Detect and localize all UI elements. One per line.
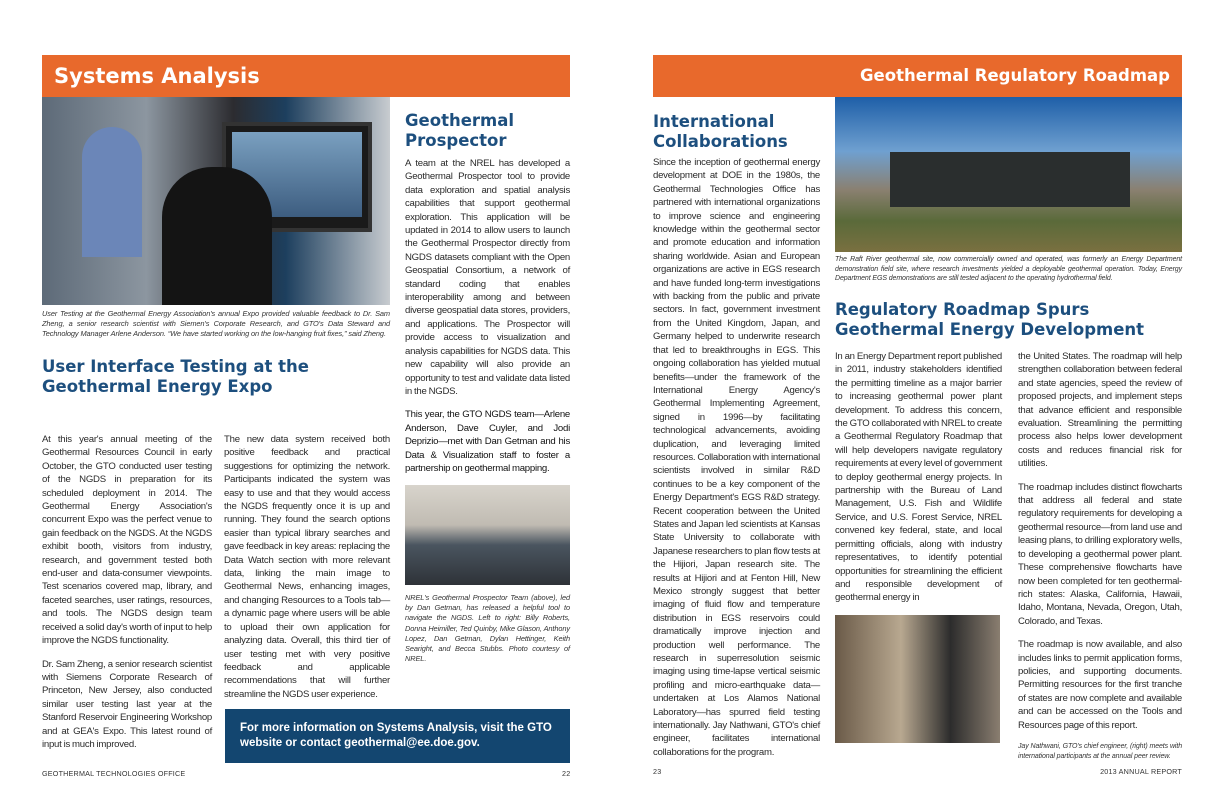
paragraph: Dr. Sam Zheng, a senior research scientist with Siemens Corporate Research of Princeton, New Jersey, also conducted similar user testing last year at the Stanford Reservoir Engineering Workshop and at GEA's Expo. This latest round of input is much improved. — [42, 658, 212, 750]
prospector-heading: Geothermal Prospector — [405, 111, 515, 150]
left-banner — [42, 55, 570, 97]
paragraph: A team at the NREL has developed a Geothermal Prospector tool to provide data exploration and spatial analysis capabilities that support geothermal exploration. This application will be updated in 2014 to allow users to launch the Geothermal Prospector directly from NGDS datasets compliant with the Open Geospatial Consortium, a network of standard coding that enables interoperability among and between diverse geospatial data stores, providers, and applications. The Prospector will provide access to visualization and analysis capabilities for NGDS data. This new capability will also provide an opportunity to test and validate data listed in the NGDS. — [405, 158, 570, 397]
section-title: Geothermal Regulatory Roadmap — [860, 66, 1170, 85]
paragraph: Since the inception of geothermal energy development at DOE in the 1980s, the Geothermal Technologies Office has partnered with international organizations to improve science and engineering knowledge within the geothermal sector and promote education and information sharing worldwide. Asian and European organizations are active in EGS research and have funded long-term investigations with backing from the public and private sectors. In fact, government investment from the United Kingdom, Japan, and Germany helped to underwrite research that led to breakthroughs in EGS. This ongoing collaboration has yielded mutual benefits—under the framework of the International Energy Agency's Geothermal Implementing Agreement, signed in 1996—by facilitating technological advancements, avoiding duplication, and leveraging limited resources. Collaboration with international scientists involved in similar R&D continues to be a key component of the Energy Department's EGS R&D strategy. Recent cooperation between the United States and Japan led scientists at Kansas State University to collaborate with Japanese researchers to plan flow tests at the Hijiori, Japan research site. The results at Hijiori and at Fenton Hill, New Mexico strongly suggest that better imaging of fluid flow and temperature distribution in EGS reservoirs could dramatically improve injection and production well performance. The research in superresolution seismic imaging using time-lapse vertical seismic profiling and micro-earthquake data—undertaken at Los Alamos National Laboratory—has spurred field testing internationally. Jay Nathwani, GTO's chief engineer, facilitates international collaborations for the program. — [653, 157, 820, 758]
nrel-team-photo — [405, 485, 570, 585]
ui-testing-col1 — [42, 433, 212, 751]
more-info-box — [225, 709, 570, 763]
roadmap-heading: Regulatory Roadmap Spurs Geothermal Energy Development — [835, 300, 1145, 339]
paragraph: The new data system received both positive feedback and practical suggestions for optimizing the network. Participants indicated the system was easy to use and that they would access the NGDS frequently once it is up and running. They found the search options easier than typical library searches and gave feedback in key areas: replacing the Data Watch section with more relevant data, linking the main image to Geothermal News, enhancing images, and changing Resources to a Tools tab—a dynamic page where users will be able to upload their own application for analyzing data. Overall, this third tier of user testing met with very positive feedback and applicable recommendations that will further streamline the NGDS user experience. — [224, 434, 390, 700]
raft-river-caption: The Raft River geothermal site, now commercially owned and operated, was formerly an Energy Department demonstration field site, where research investments yielded a deployable geothermal operation. Today, Energy Department EGS demonstrations are still tested adjacent to the operating hydrothermal field. — [835, 256, 1182, 283]
photo-caption: User Testing at the Geothermal Energy Association's annual Expo provided valuable feedback to Dr. Sam Zheng, a senior research scientist with Siemen's Corporate Research, and GTO's Data Steward and Technology Manager Arlene Anderson. “We have started working on the low-hanging fruit fixes,” said Zheng. — [42, 309, 390, 339]
page-number-right: 23 — [653, 767, 662, 776]
person — [82, 127, 142, 257]
page-number-left: 22 — [562, 769, 571, 778]
peer-review-caption: Jay Nathwani, GTO's chief engineer, (right) meets with international participants at the annual peer review. — [1018, 743, 1182, 760]
cooling-tower — [890, 152, 1130, 207]
paragraph: The roadmap includes distinct flowcharts that address all federal and state regulatory requirements for developing a geothermal resource—from land use and leasing plans, to drilling exploratory wells, to developing a geothermal power plant. These comprehensive flowcharts have now been completed for ten geothermal-rich states: Alaska, California, Hawaii, Idaho, Montana, Nevada, Oregon, Utah, Colorado, and Texas. — [1018, 481, 1182, 627]
prospector-photo-caption: NREL's Geothermal Prospector Team (above), led by Dan Getman, has released a helpful tool to navigate the NGDS. Left to right: Billy Roberts, Donna Heimiller, Ted Quinby, Mike Glason, Anthony Lopez, Dan Getman, Dylan Hettinger, Keith Searight, and Becca Stubbs. Photo courtesy of NREL. — [405, 593, 570, 664]
footer-office: GEOTHERMAL TECHNOLOGIES OFFICE — [42, 769, 186, 778]
international-heading: International Collaborations — [653, 112, 788, 151]
roadmap-col2 — [1018, 350, 1182, 732]
right-banner — [653, 55, 1182, 97]
roadmap-col1 — [835, 350, 1002, 605]
prospector-body — [405, 157, 570, 475]
ui-testing-col2 — [224, 433, 390, 701]
info-text: For more information on Systems Analysis, visit the GTO website or contact — [240, 722, 552, 749]
peer-review-photo — [835, 615, 1000, 743]
paragraph: In an Energy Department report published in 2011, industry stakeholders identified the permitting timeline as a major barrier to increasing geothermal power plant development. To address this concern, the GTO collaborated with NREL to create a Geothermal Regulatory Roadmap that will help developers navigate regulatory requirements at every level of government to deploy geothermal energy projects. In partnership with the Bureau of Land Management, U.S. Fish and Wildlife Service, and U.S. Forest Service, NREL convened key federal, state, and local permitting officials, along with industry representatives, to identify potential opportunities for streamlining the efficient and responsible development of geothermal energy in — [835, 351, 1002, 604]
ui-testing-heading: User Interface Testing at the Geothermal Energy Expo — [42, 357, 309, 396]
paragraph: The roadmap is now available, and also includes links to permit application forms, policies, and supporting documents. Permitting resources for the first tranche of states are now complete and available and can be accessed on the Tools and Resources page of this report. — [1018, 639, 1182, 731]
paragraph: the United States. The roadmap will help strengthen collaboration between federal and state agencies, speed the review of proposed projects, and implement steps that advance efficient and responsible evaluation. Streamlining the permitting process also helps lower development costs and reduces financial risk for utilities. — [1018, 351, 1182, 470]
paragraph: This year, the GTO NGDS team—Arlene Anderson, Dave Cuyler, and Jodi Deprizio—met with Dan Getman and his Data & Visualization staff to foster a partnership on geothermal mapping. — [405, 409, 570, 474]
person — [162, 167, 272, 305]
section-title: Systems Analysis — [54, 64, 260, 88]
info-text-end: . — [476, 737, 480, 749]
paragraph: At this year's annual meeting of the Geothermal Resources Council in early October, the GTO conducted user testing of the NGDS in preparation for its scheduled deployment in 2014. The Geothermal Energy Association's concurrent Expo was the perfect venue to gain feedback on the NGDS. At the NGDS exhibit booth, visitors from industry, research, and government tested both end-user and data-consumer viewpoints. Test scenarios covered map, library, and faceted searches, user ratings, resources, and tools. The NGDS design team received a solid day's worth of input to help improve the NGDS functionality. — [42, 434, 212, 647]
raft-river-photo — [835, 97, 1182, 252]
international-body — [653, 156, 820, 759]
expo-user-testing-photo — [42, 97, 390, 305]
email-link[interactable]: geothermal@ee.doe.gov — [344, 737, 477, 749]
footer-report: 2013 ANNUAL REPORT — [1100, 767, 1182, 776]
